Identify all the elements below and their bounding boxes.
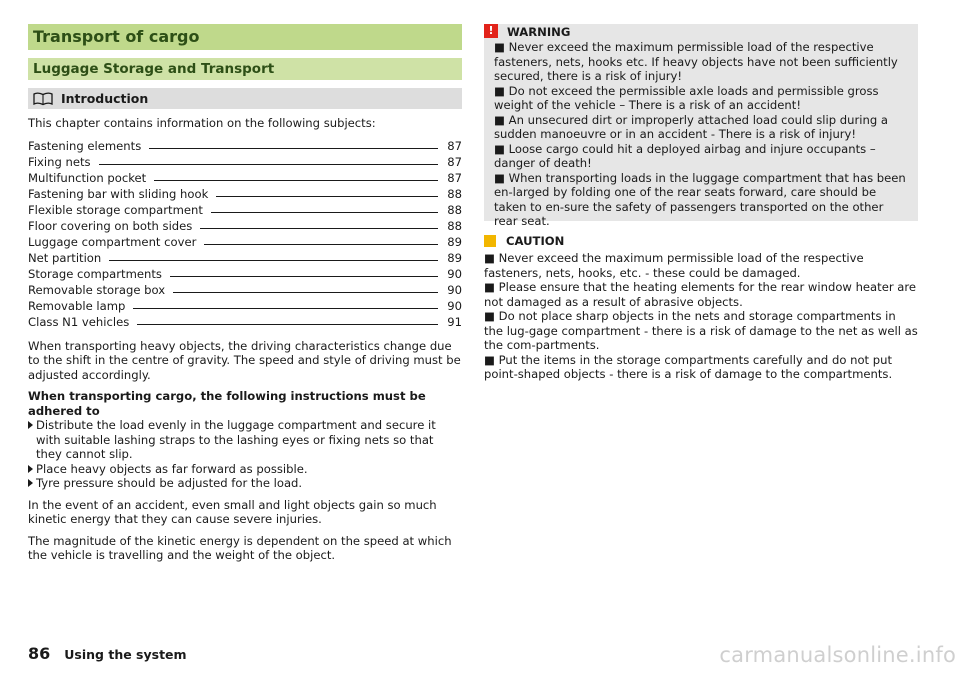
toc-item[interactable]: Class N1 vehicles 91 — [28, 314, 462, 329]
toc-item[interactable]: Multifunction pocket 87 — [28, 170, 462, 185]
list-item: Distribute the load evenly in the luggage compartment and secure it with suitable lashing straps to the lashing eyes or fixing nets so that they cannot slip. — [28, 418, 462, 462]
toc-item[interactable]: Fastening elements 87 — [28, 138, 462, 153]
list-item: ■ An unsecured dirt or improperly attached load could slip during a sudden manoeuvre or in an accident - There is a risk of injury! — [494, 112, 888, 141]
right-column — [484, 24, 918, 382]
left-column — [28, 24, 462, 563]
warning-label: WARNING — [507, 25, 571, 39]
toc-item[interactable]: Removable storage box 90 — [28, 282, 462, 297]
warning-items — [494, 40, 908, 229]
caution-header — [484, 233, 918, 249]
list-item: ■ Never exceed the maximum permissible load of the respective fasteners, nets, hooks, etc. - these could be damaged. — [484, 251, 864, 280]
toc-item[interactable]: Luggage compartment cover 89 — [28, 234, 462, 249]
caution-label: CAUTION — [506, 234, 565, 248]
toc-item[interactable]: Removable lamp 90 — [28, 298, 462, 313]
toc-item[interactable]: Fixing nets 87 — [28, 154, 462, 169]
triangle-bullet-icon — [28, 479, 33, 487]
caution-square-icon — [484, 235, 496, 247]
watermark: carmanualsonline.info — [719, 643, 956, 667]
section-title: Transport of cargo — [28, 24, 462, 50]
list-item: ■ Loose cargo could hit a deployed airbag and injure occupants – danger of death! — [494, 141, 876, 170]
footer-section-name: Using the system — [64, 647, 187, 662]
book-icon — [33, 92, 53, 106]
list-item: ■ Put the items in the storage compartments carefully and do not put point-shaped objects - there is a risk of damage to the compartments. — [484, 352, 893, 381]
list-item: Tyre pressure should be adjusted for the load. — [28, 476, 462, 491]
toc-item[interactable]: Floor covering on both sides 88 — [28, 218, 462, 233]
toc-item[interactable]: Net partition 89 — [28, 250, 462, 265]
list-item: ■ Never exceed the maximum permissible load of the respective fasteners, nets, hooks etc. If heavy objects have not been sufficiently secured, there is a risk of injury! — [494, 40, 898, 83]
intro-heading-bar — [28, 88, 462, 109]
paragraph-kinetic-energy: The magnitude of the kinetic energy is dependent on the speed at which the vehicle is travelling and the weight of the object. — [28, 533, 452, 562]
list-item: ■ Do not place sharp objects in the nets and storage compartments in the lug-gage compartment - there is a risk of damage to the net as well as the com-partments. — [484, 309, 918, 352]
list-item: ■ Do not exceed the permissible axle loads and permissible gross weight of the vehicle – There is a risk of an accident! — [494, 83, 879, 112]
warning-header — [488, 24, 908, 40]
instructions-list — [28, 418, 462, 491]
paragraph-heavy-objects: When transporting heavy objects, the driving characteristics change due to the shift in the centre of gravity. The speed and style of driving must be adjusted accordingly. — [28, 338, 461, 382]
page-number: 86 — [28, 644, 51, 663]
list-item: ■ Please ensure that the heating elements for the rear window heater are not damaged as a result of abrasive objects. — [484, 280, 917, 309]
intro-heading: Introduction — [61, 91, 149, 106]
section-subtitle: Luggage Storage and Transport — [28, 58, 462, 80]
paragraph-accident: In the event of an accident, even small and light objects gain so much kinetic energy that they can cause severe injuries. — [28, 497, 437, 526]
toc-item[interactable]: Flexible storage compartment 88 — [28, 202, 462, 217]
table-of-contents — [28, 137, 462, 329]
list-item: Place heavy objects as far forward as possible. — [28, 462, 462, 477]
toc-item[interactable]: Storage compartments 90 — [28, 266, 462, 281]
intro-text: This chapter contains information on the following subjects: — [28, 116, 376, 130]
warning-box — [484, 24, 918, 228]
list-item: ■ When transporting loads in the luggage compartment that has been en-larged by folding one of the rear seats forward, care should be taken to en-sure the safety of passengers transported on the other rear seat. — [494, 170, 906, 228]
caution-items — [484, 251, 918, 382]
instructions-heading: When transporting cargo, the following instructions must be adhered to — [28, 389, 426, 418]
triangle-bullet-icon — [28, 465, 33, 473]
triangle-bullet-icon — [28, 421, 33, 429]
toc-item[interactable]: Fastening bar with sliding hook 88 — [28, 186, 462, 201]
exclamation-icon: ! — [484, 24, 498, 38]
page-footer — [28, 644, 187, 663]
